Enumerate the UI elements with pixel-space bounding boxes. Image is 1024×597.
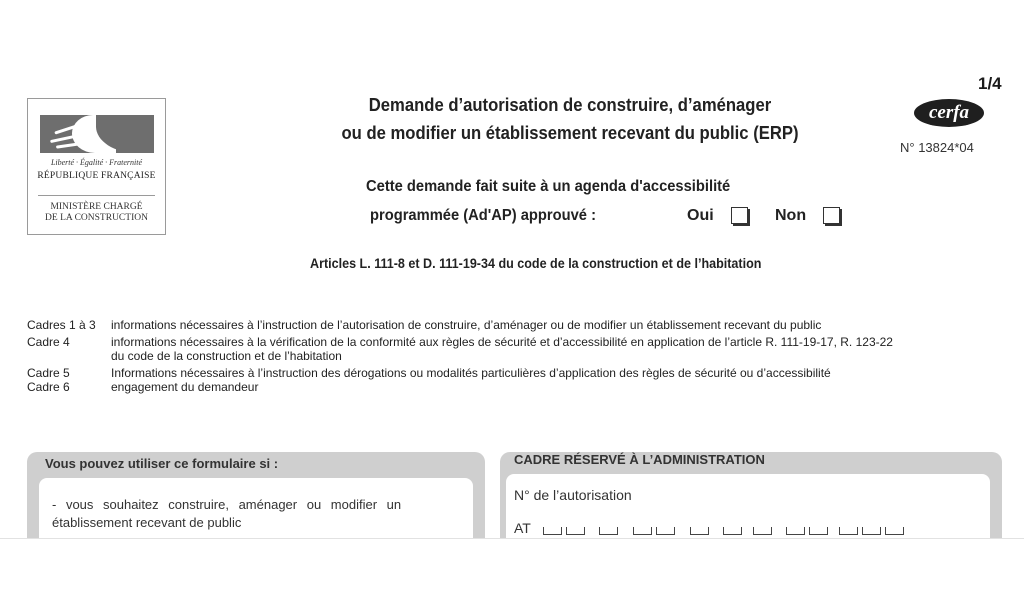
cadre-description: Informations nécessaires à l’instruction des dérogations ou modalités particulières d’application des règles de sécurité ou d’accessibilité bbox=[111, 366, 831, 380]
at-prefix-label: AT bbox=[514, 520, 531, 536]
non-checkbox[interactable] bbox=[823, 207, 840, 224]
republic-name: RÉPUBLIQUE FRANÇAISE bbox=[37, 171, 156, 181]
digit-box[interactable] bbox=[809, 527, 828, 535]
ministry-line-2: DE LA CONSTRUCTION bbox=[45, 213, 148, 223]
republique-francaise-logo bbox=[27, 98, 166, 235]
cadre-label: Cadre 6 bbox=[27, 380, 70, 394]
condition-line-2: établissement recevant de public bbox=[52, 515, 242, 530]
digit-box[interactable] bbox=[786, 527, 805, 535]
digit-box[interactable] bbox=[723, 527, 742, 535]
cadre-label: Cadre 5 bbox=[27, 366, 70, 380]
cadre-label: Cadres 1 à 3 bbox=[27, 318, 96, 332]
cadre-description: informations nécessaires à la vérification de la conformité aux règles de sécurité et d’accessibilité en application de l’article R. 111-19-17, R. 123-22 bbox=[111, 335, 893, 349]
cadre-description: informations nécessaires à l’instruction de l’autorisation de construire, d’aménager ou de modifier un établissement recevant du public bbox=[111, 318, 822, 332]
logo-divider bbox=[38, 195, 155, 196]
cadre-label: Cadre 4 bbox=[27, 335, 70, 349]
form-title-line-2: ou de modifier un établissement recevant du public (ERP) bbox=[341, 122, 799, 143]
authorization-number-label: N° de l’autorisation bbox=[514, 487, 632, 503]
oui-label: Oui bbox=[687, 207, 714, 224]
non-label: Non bbox=[775, 207, 807, 224]
digit-box[interactable] bbox=[690, 527, 709, 535]
condition-line-1: - vous souhaitez construire, aménager ou modifier un bbox=[52, 497, 402, 512]
marianne-emblem bbox=[40, 115, 154, 153]
ministry-line-1: MINISTÈRE CHARGÉ bbox=[50, 202, 143, 212]
digit-box[interactable] bbox=[543, 527, 562, 535]
agenda-question-line-1: Cette demande fait suite à un agenda d'accessibilité bbox=[366, 178, 731, 195]
cadre-description: engagement du demandeur bbox=[111, 380, 259, 394]
agenda-question-line-2: programmée (Ad'AP) approuvé : bbox=[370, 207, 596, 224]
page-bottom-edge bbox=[0, 538, 1024, 597]
usage-conditions-title: Vous pouvez utiliser ce formulaire si : bbox=[45, 456, 279, 471]
form-title-line-1: Demande d’autorisation de construire, d’aménager bbox=[368, 94, 772, 115]
ministry-name bbox=[28, 202, 165, 224]
cerfa-logo: cerfa bbox=[914, 99, 984, 127]
digit-box[interactable] bbox=[656, 527, 675, 535]
administration-title: CADRE RÉSERVÉ À L’ADMINISTRATION bbox=[514, 452, 765, 467]
digit-box[interactable] bbox=[566, 527, 585, 535]
republic-motto: Liberté · Égalité · Fraternité bbox=[50, 158, 143, 167]
cadre-description: du code de la construction et de l’habitation bbox=[111, 349, 342, 363]
digit-box[interactable] bbox=[862, 527, 881, 535]
digit-box[interactable] bbox=[885, 527, 904, 535]
cerfa-number: N° 13824*04 bbox=[900, 140, 974, 155]
page-number: 1/4 bbox=[978, 74, 1002, 93]
articles-reference: Articles L. 111-8 et D. 111-19-34 du code de la construction et de l’habitation bbox=[310, 256, 762, 271]
oui-checkbox[interactable] bbox=[731, 207, 748, 224]
digit-box[interactable] bbox=[839, 527, 858, 535]
digit-box[interactable] bbox=[753, 527, 772, 535]
digit-box[interactable] bbox=[633, 527, 652, 535]
digit-box[interactable] bbox=[599, 527, 618, 535]
